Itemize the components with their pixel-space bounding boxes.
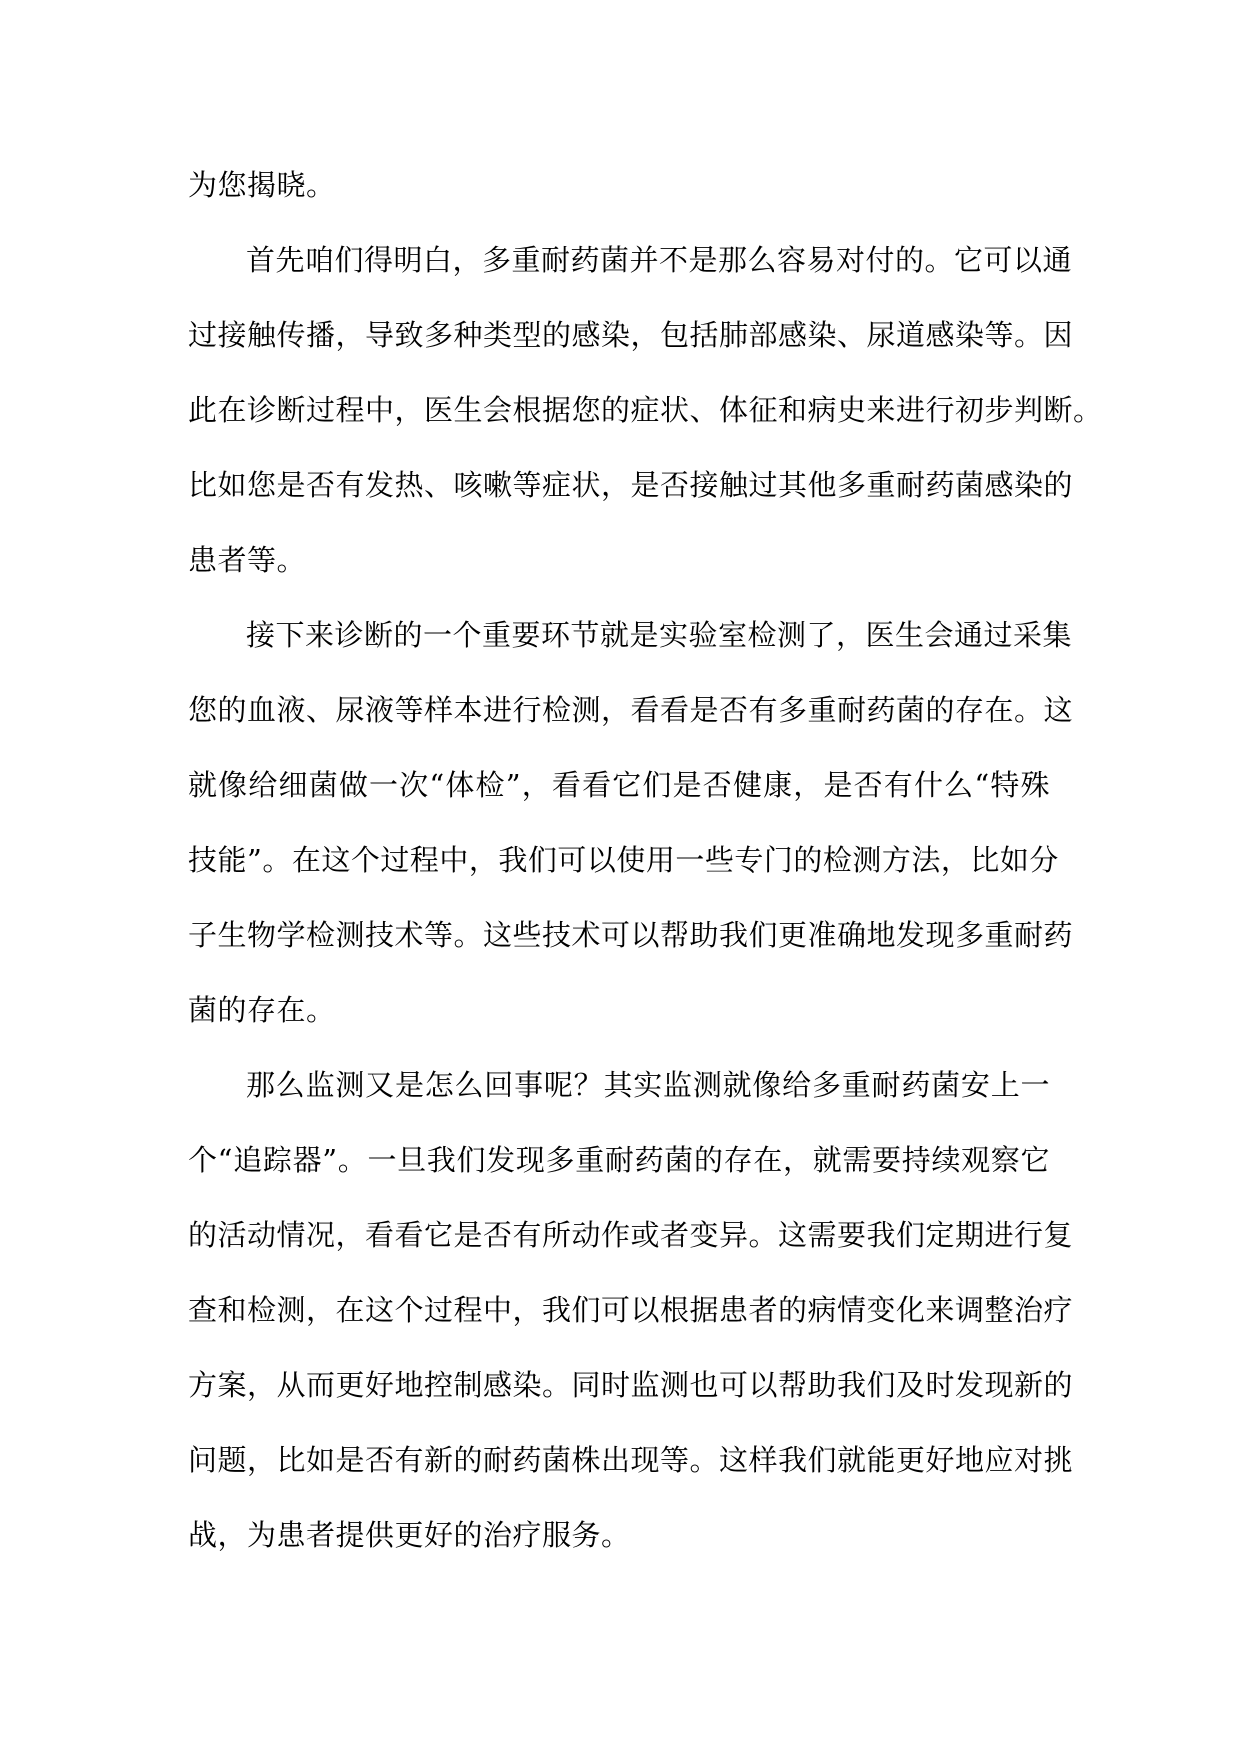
text-line: 此在诊断过程中，医生会根据您的症状、体征和病史来进行初步判断。 [188,393,1103,427]
text-line: 过接触传播，导致多种类型的感染，包括肺部感染、尿道感染等。因 [188,318,1074,352]
paragraph-monitoring [188,1048,1074,1573]
text-line: 战，为患者提供更好的治疗服务。 [188,1518,631,1552]
text-line: 您的血液、尿液等样本进行检测，看看是否有多重耐药菌的存在。这 [188,693,1074,727]
text-line: 查和检测，在这个过程中，我们可以根据患者的病情变化来调整治疗 [188,1293,1074,1327]
text-line: 那么监测又是怎么回事呢？其实监测就像给多重耐药菌安上一 [246,1068,1050,1102]
text-line: 技能”。在这个过程中，我们可以使用一些专门的检测方法，比如分 [188,843,1059,877]
text-line: 子生物学检测技术等。这些技术可以帮助我们更准确地发现多重耐药 [188,918,1074,952]
text-line: 为您揭晓。 [188,168,336,202]
paragraph-overview [188,223,1103,598]
text-line: 就像给细菌做一次“体检”，看看它们是否健康，是否有什么“特殊 [188,768,1050,802]
document-body [188,148,1103,1573]
paragraph-lab-testing [188,598,1074,1048]
text-line: 首先咱们得明白，多重耐药菌并不是那么容易对付的。它可以通 [246,243,1073,277]
text-line: 接下来诊断的一个重要环节就是实验室检测了，医生会通过采集 [246,618,1073,652]
text-line: 个“追踪器”。一旦我们发现多重耐药菌的存在，就需要持续观察它 [188,1143,1050,1177]
text-line: 问题，比如是否有新的耐药菌株出现等。这样我们就能更好地应对挑 [188,1443,1074,1477]
text-line: 菌的存在。 [188,993,336,1027]
text-line: 的活动情况，看看它是否有所动作或者变异。这需要我们定期进行复 [188,1218,1074,1252]
paragraph-intro-tail [188,148,1050,223]
text-line: 方案，从而更好地控制感染。同时监测也可以帮助我们及时发现新的 [188,1368,1074,1402]
text-line: 比如您是否有发热、咳嗽等症状，是否接触过其他多重耐药菌感染的 [188,468,1074,502]
text-line: 患者等。 [188,543,307,577]
